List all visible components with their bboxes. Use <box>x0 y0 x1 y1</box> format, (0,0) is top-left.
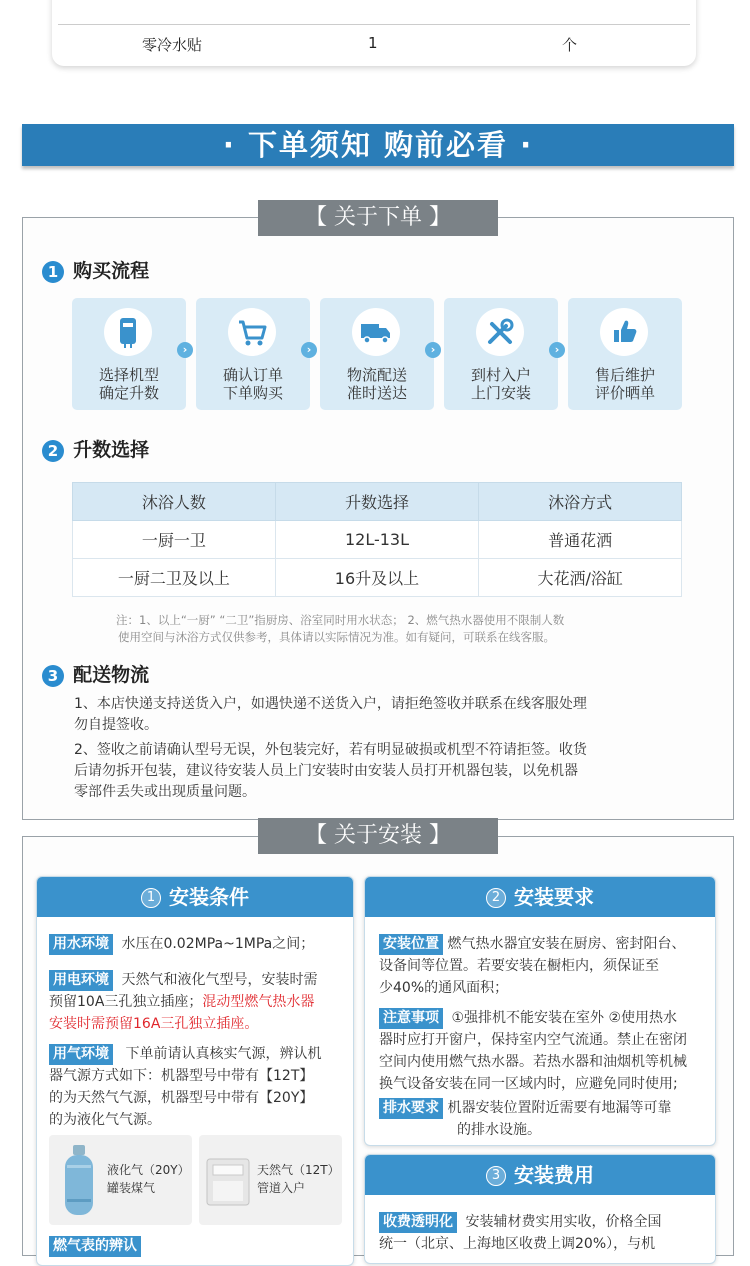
cart-icon <box>228 308 276 356</box>
fees-transparency: 收费透明化 安装辅材费实用实收，价格全国 统一（北京、上海地区收费上调20%），与机 <box>379 1214 662 1252</box>
flow-label: 到村入户 上门安装 <box>470 366 531 402</box>
chevron-right-icon: › <box>549 342 565 358</box>
flow-step <box>196 298 310 410</box>
chevron-right-icon: › <box>425 342 441 358</box>
table-cell: 普通花洒 <box>479 521 682 559</box>
flow-label: 物流配送 准时送达 <box>346 366 407 402</box>
install-position-tag: 安装位置 <box>379 934 443 955</box>
card-header <box>365 877 715 917</box>
install-notes: 注意事项 ①强排机不能安装在室外 ②使用热水 器时应打开窗户，保持室内空气流通。禁止在密闭 空间内使用燃气热水器。若热水器和油烟机等机械 换气设备安装在同一区域内时，应避免同时使用; <box>379 1010 687 1092</box>
card-title: 安装要求 <box>514 885 594 909</box>
fees-tag: 收费透明化 <box>379 1212 457 1233</box>
chevron-right-icon: › <box>301 342 317 358</box>
table-header-row <box>73 483 682 521</box>
table-row <box>73 521 682 559</box>
step-heading <box>42 256 149 283</box>
gas-meter-tag: 燃气表的辨认 <box>49 1236 141 1257</box>
part-name <box>148 0 193 1</box>
capacity-note: 注：1、以上“一厨” “二卫”指厨房、浴室同时用水状态； 2、燃气热水器使用不限制人数 使用空间与沐浴方式仅供参考，具体请以实际情况为准。如有疑问，可联系在线客服。 <box>116 613 565 644</box>
column-header: 沐浴人数 <box>73 483 276 521</box>
gas-meter-icon <box>205 1157 251 1207</box>
gas-meter-identify <box>49 1235 141 1257</box>
notice-banner: · 下单须知 购前必看 · <box>22 124 734 166</box>
card-title: 安装条件 <box>169 885 249 909</box>
truck-icon <box>352 308 400 356</box>
table-row <box>52 0 696 10</box>
card-title: 安装费用 <box>514 1163 594 1187</box>
drainage-tag: 排水要求 <box>379 1098 443 1119</box>
part-unit <box>562 0 577 1</box>
table-cell: 12L-13L <box>275 521 479 559</box>
water-env-tag: 用水环境 <box>49 934 113 955</box>
part-qty: 1 <box>368 34 378 52</box>
column-header: 沐浴方式 <box>479 483 682 521</box>
gas-env: 用气环境 下单前请认真核实气源，辨认机 器气源方式如下：机器型号中带有【12T】 的为天然气气源，机器型号中带有【20Y】 的为液化气气源。 <box>49 1046 322 1128</box>
flow-label: 确认订单 下单购买 <box>222 366 283 402</box>
install-notes-tag: 注意事项 <box>379 1008 443 1029</box>
table-row <box>52 24 696 64</box>
step-heading <box>42 660 149 687</box>
flow-step <box>568 298 682 410</box>
step-number: 1 <box>42 261 64 283</box>
card-header <box>365 1155 715 1195</box>
capacity-table <box>72 482 682 597</box>
flow-step <box>72 298 186 410</box>
part-unit: 个 <box>562 36 578 54</box>
table-row <box>73 559 682 597</box>
step-number: 3 <box>42 665 64 687</box>
step-title: 升数选择 <box>73 439 150 461</box>
parts-table <box>52 0 696 66</box>
part-name: 零冷水贴 <box>142 36 203 54</box>
flow-label: 售后维护 评价晒单 <box>594 366 655 402</box>
natural-gas-option <box>199 1135 342 1225</box>
chevron-right-icon: › <box>177 342 193 358</box>
step-heading <box>42 435 149 462</box>
install-fees-card <box>364 1154 716 1264</box>
step-number: 2 <box>42 440 64 462</box>
water-heater-icon <box>104 308 152 356</box>
delivery-paragraph-1: 1、本店快递支持送货入户，如遇快递不送货入户，请拒绝签收并联系在线客服处理 勿自提签收。 <box>74 696 587 733</box>
delivery-paragraph-2: 2、签收之前请确认型号无误，外包装完好，若有明显破损或机型不符请拒签。收货 后请勿拆开包装，建议待安装人员上门安装时由安装人员打开机器包装，以免机器 零部件丢失或出现质量问题。 <box>74 742 587 800</box>
gas-env-tag: 用气环境 <box>49 1044 113 1065</box>
lpg-option <box>49 1135 192 1225</box>
power-env-tag: 用电环境 <box>49 970 113 991</box>
natural-gas-label: 天然气（12T） 管道入户 <box>257 1163 340 1195</box>
flow-label: 选择机型 确定升数 <box>98 366 159 402</box>
table-cell: 一厨二卫及以上 <box>73 559 276 597</box>
tools-icon <box>476 308 524 356</box>
table-cell: 16升及以上 <box>275 559 479 597</box>
flow-step <box>444 298 558 410</box>
table-cell: 一厨一卫 <box>73 521 276 559</box>
gas-cylinder-icon <box>59 1143 99 1219</box>
water-env: 用水环境 水压在0.02MPa~1MPa之间； <box>49 933 349 955</box>
drainage-requirement: 排水要求 机器安装位置附近需要有地漏等可靠 的排水设施。 <box>379 1097 713 1141</box>
step-title: 配送物流 <box>73 664 150 686</box>
install-conditions-card <box>36 876 354 1266</box>
step-title: 购买流程 <box>73 260 150 282</box>
install-section-tab: 【 关于安装 】 <box>258 818 498 854</box>
flow-step <box>320 298 434 410</box>
card-header <box>37 877 353 917</box>
thumbs-up-icon <box>600 308 648 356</box>
column-header: 升数选择 <box>275 483 479 521</box>
lpg-label: 液化气（20Y） 罐装煤气 <box>107 1163 190 1195</box>
table-cell: 大花洒/浴缸 <box>479 559 682 597</box>
install-requirements-card <box>364 876 716 1146</box>
card-number: 1 <box>141 888 161 908</box>
install-position: 安装位置 燃气热水器宜安装在厨房、密封阳台、 设备间等位置。若要安装在橱柜内，须保证至 少40%的通风面积； <box>379 936 686 996</box>
card-number: 3 <box>486 1166 506 1186</box>
power-env: 用电环境 天然气和液化气型号，安装时需 预留10A三孔独立插座；混动型燃气热水器 安装时需预留16A三孔独立插座。 <box>49 972 318 1032</box>
card-number: 2 <box>486 888 506 908</box>
order-section-tab: 【 关于下单 】 <box>258 200 498 236</box>
